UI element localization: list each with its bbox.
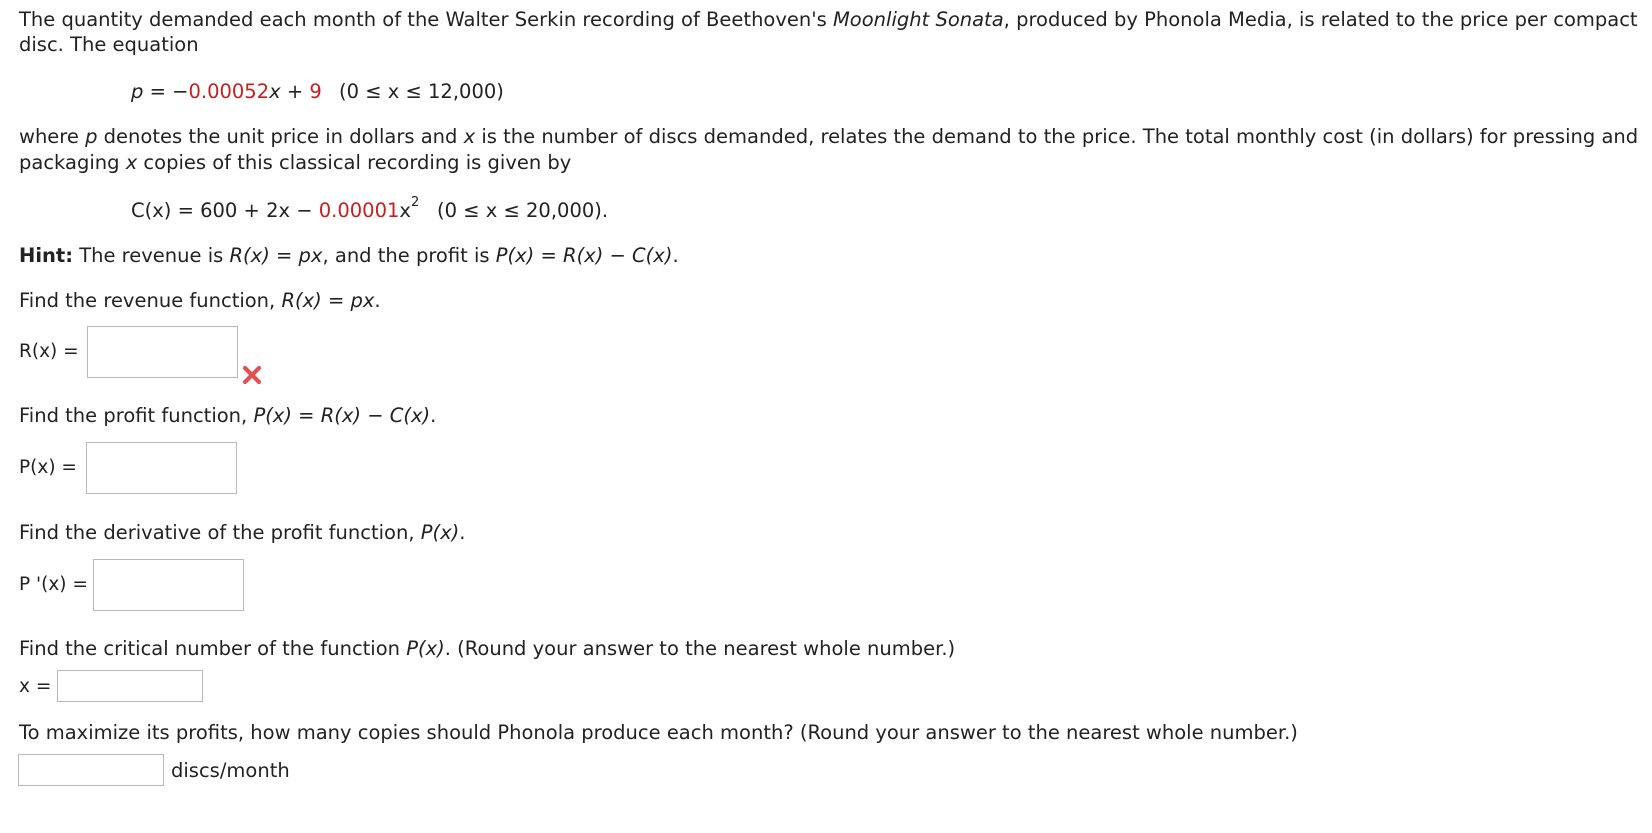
description-line-2: packaging x copies of this classical recording is given by [19, 151, 572, 174]
x-mark-icon [241, 364, 263, 386]
max-profit-question: To maximize its profits, how many copies should Phonola produce each month? (Round your answer to the nearest whole number.) [19, 721, 1298, 744]
discs-unit-label: discs/month [171, 759, 290, 782]
hint-label: Hint: [19, 244, 74, 267]
hint-text: Hint: The revenue is R(x) = px, and the profit is P(x) = R(x) − C(x). [19, 244, 679, 267]
demand-constant: 9 [309, 80, 322, 103]
derivative-answer-input[interactable] [93, 559, 244, 611]
intro-line-1: The quantity demanded each month of the Walter Serkin recording of Beethoven's Moonlight Sonata, produced by Phonola Media, is related to the price per compact [19, 8, 1638, 31]
profit-answer-input[interactable] [86, 442, 237, 494]
revenue-question: Find the revenue function, R(x) = px. [19, 289, 381, 312]
cost-equation: $C(x) = 600 + 2x - 0.00001x^2$ [131, 195, 420, 222]
critical-number-label: x = [19, 676, 52, 697]
critical-number-answer-input[interactable] [57, 670, 203, 702]
revenue-answer-input[interactable] [87, 326, 238, 378]
revenue-label: R(x) = [19, 341, 79, 362]
profit-label: P(x) = [19, 457, 77, 478]
demand-equation: p = −0.00052x + 9 [131, 80, 322, 103]
demand-coefficient: 0.00052 [188, 80, 270, 103]
profit-question: Find the profit function, P(x) = R(x) − C(x). [19, 404, 437, 427]
derivative-label: P '(x) = [19, 574, 88, 595]
intro-line-2: disc. The equation [19, 33, 199, 56]
critical-number-question: Find the critical number of the function P(x). (Round your answer to the nearest whole number.) [19, 637, 956, 660]
description-line-1: where p denotes the unit price in dollars and x is the number of discs demanded, relates the demand to the price. The total monthly cost (in dollars) for pressing and [19, 125, 1639, 148]
demand-domain: (0 ≤ x ≤ 12,000) [339, 80, 504, 103]
cost-domain: (0 ≤ x ≤ 20,000). [437, 199, 609, 222]
cost-coefficient: 0.00001 [318, 199, 400, 222]
recording-title: Moonlight Sonata [832, 8, 1004, 31]
derivative-question: Find the derivative of the profit function, P(x). [19, 521, 466, 544]
discs-answer-input[interactable] [18, 754, 164, 786]
